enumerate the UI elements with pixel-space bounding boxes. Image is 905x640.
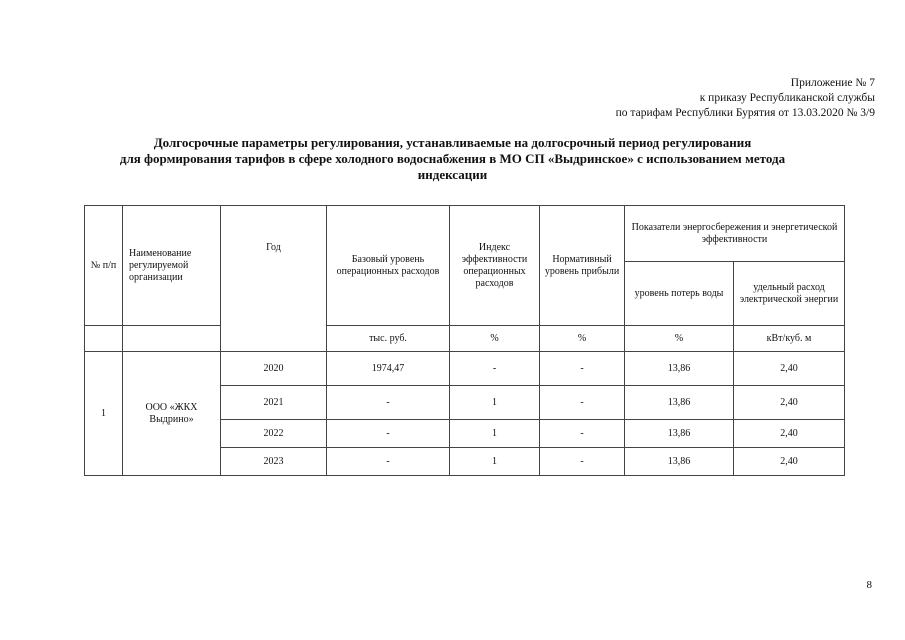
header-year: Год — [221, 206, 327, 352]
header-energy-consumption: удельный расход электрической энергии — [734, 262, 845, 326]
cell-consumption: 2,40 — [734, 386, 845, 420]
title-line-1: Долгосрочные параметры регулирования, устанавливаемые на долгосрочный период регулирования — [153, 135, 752, 150]
cell-consumption: 2,40 — [734, 352, 845, 386]
header-num: № п/п — [85, 206, 123, 326]
cell-index: 1 — [450, 448, 540, 476]
cell-base: - — [327, 448, 450, 476]
cell-year: 2021 — [221, 386, 327, 420]
row-number: 1 — [85, 352, 123, 476]
appendix-line-3: по тарифам Республики Бурятия от 13.03.2020 № 3/9 — [615, 107, 875, 119]
cell-consumption: 2,40 — [734, 420, 845, 448]
cell-profit: - — [540, 386, 625, 420]
cell-loss: 13,86 — [625, 448, 734, 476]
organization-name: ООО «ЖКХ Выдрино» — [123, 352, 221, 476]
unit-index: % — [450, 326, 540, 352]
cell-year: 2023 — [221, 448, 327, 476]
cell-loss: 13,86 — [625, 420, 734, 448]
unit-base: тыс. руб. — [327, 326, 450, 352]
header-num-spacer — [85, 326, 123, 352]
appendix-line-2: к приказу Республиканской службы — [699, 92, 875, 104]
cell-base: - — [327, 420, 450, 448]
title-line-2: для формирования тарифов в сфере холодного водоснабжения в МО СП «Выдринское» с использованием метода — [119, 151, 786, 166]
title-line-3: индексации — [417, 167, 488, 182]
cell-profit: - — [540, 420, 625, 448]
header-efficiency-index: Индекс эффективности операционных расходов — [450, 206, 540, 326]
cell-profit: - — [540, 448, 625, 476]
cell-year: 2022 — [221, 420, 327, 448]
table-row — [85, 352, 845, 386]
cell-index: 1 — [450, 386, 540, 420]
header-org: Наименование регулируемой организации — [123, 206, 221, 326]
page-number: 8 — [866, 579, 872, 591]
cell-year: 2020 — [221, 352, 327, 386]
header-water-loss: уровень потерь воды — [625, 262, 734, 326]
unit-loss: % — [625, 326, 734, 352]
cell-index: - — [450, 352, 540, 386]
cell-loss: 13,86 — [625, 386, 734, 420]
header-base-opex: Базовый уровень операционных расходов — [327, 206, 450, 326]
header-energy-group: Показатели энергосбережения и энергетической эффективности — [625, 206, 845, 262]
cell-base: - — [327, 386, 450, 420]
header-org-spacer — [123, 326, 221, 352]
appendix-line-1: Приложение № 7 — [790, 77, 875, 89]
cell-base: 1974,47 — [327, 352, 450, 386]
cell-profit: - — [540, 352, 625, 386]
cell-consumption: 2,40 — [734, 448, 845, 476]
parameters-table — [84, 205, 845, 476]
document-title — [40, 135, 865, 183]
cell-loss: 13,86 — [625, 352, 734, 386]
cell-index: 1 — [450, 420, 540, 448]
header-profit: Нормативный уровень прибыли — [540, 206, 625, 326]
unit-consumption: кВт/куб. м — [734, 326, 845, 352]
unit-profit: % — [540, 326, 625, 352]
appendix-header — [616, 76, 875, 121]
